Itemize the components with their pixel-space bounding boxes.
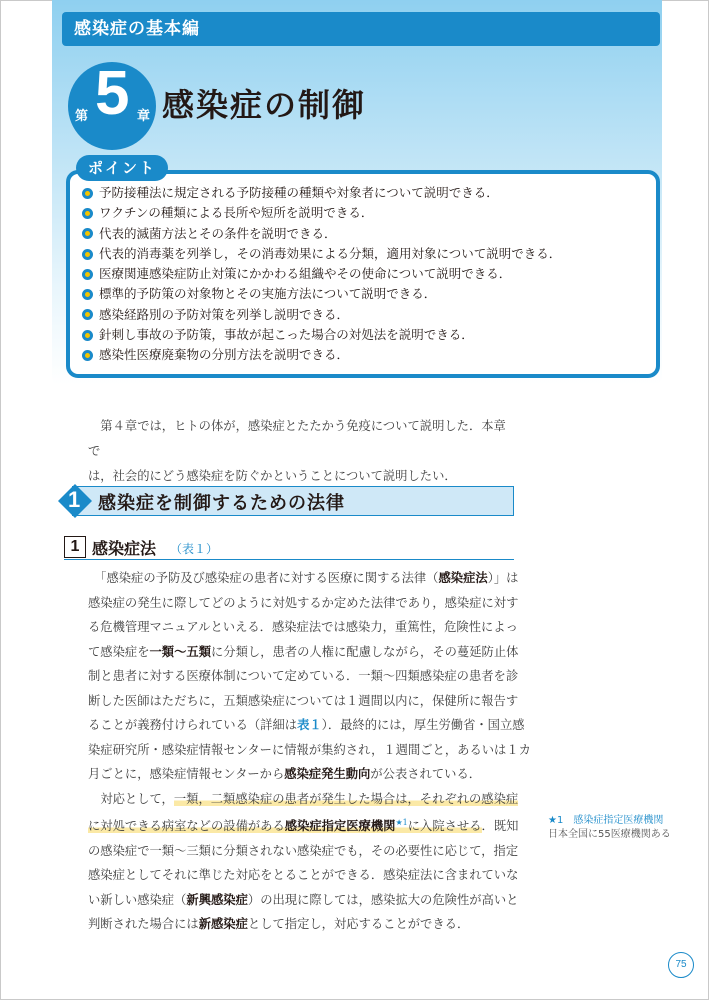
subsection-number: 1 (64, 536, 86, 558)
point-item (82, 284, 561, 304)
section-number: 1 (68, 487, 81, 512)
text-run: に入院させる (407, 819, 482, 834)
table-reference-link[interactable]: （表１） (170, 542, 219, 556)
bullet-icon (82, 208, 93, 219)
text-run: ）」は (487, 571, 519, 585)
bold-term: 新興感染症 (186, 892, 248, 907)
subsection-heading (64, 536, 514, 560)
bullet-icon (82, 350, 93, 361)
body-line: 感染症としてそれに準じた対応をとることができる．感染症法に含まれていな (88, 868, 519, 883)
body-line: 制と患者に対する医療体制について定めている．一類〜四類感染症の患者を診 (88, 669, 519, 683)
body-line: 断した医師はただちに，五類感染症については１週間以内に，保健所に報告す (88, 693, 519, 708)
text-run: 対応として， (100, 791, 174, 806)
point-item (82, 183, 561, 203)
text-run: として指定し，対応することができる． (247, 917, 470, 932)
text-run: 「感染症の予防及び感染症の患者に対する医療に関する法律（ (100, 571, 439, 585)
body-line (88, 713, 525, 738)
point-item (82, 244, 561, 264)
points-label: ポイント (76, 155, 168, 181)
point-text: 感染経路別の予防対策を列挙し説明できる． (99, 306, 350, 322)
point-text: 代表的滅菌方法とその条件を説明できる． (99, 225, 337, 241)
point-text: 予防接種法に規定される予防接種の種類や対象者について説明できる． (99, 185, 499, 200)
bullet-icon (82, 188, 93, 199)
body-line: 感染症の発生に際してどのように対処するか定めた法律であり，感染症に対す (88, 595, 519, 610)
body-line (88, 762, 516, 787)
side-note-heading: ★1 感染症指定医療機関 (548, 815, 664, 826)
chapter-suffix: 章 (137, 109, 151, 124)
body-line (88, 912, 516, 937)
body-line (88, 640, 519, 665)
table-reference-link[interactable]: 表１ (297, 718, 322, 732)
point-text: 針刺し事故の予防策，事故が起こった場合の対処法を説明できる． (99, 327, 474, 343)
text-run: ）の出現に際しては，感染拡大の危険性が高いと (247, 892, 519, 907)
highlighted-text (88, 819, 482, 833)
points-list (82, 183, 561, 366)
body-line (88, 566, 519, 591)
chapter-title: 感染症の制御 (162, 86, 367, 124)
chapter-number: 5 (95, 59, 130, 128)
body-line (88, 888, 519, 913)
point-item (82, 325, 561, 345)
point-text: 感染性医療廃棄物の分別方法を説明できる． (99, 347, 350, 363)
section-heading (58, 484, 514, 518)
bullet-icon (82, 330, 93, 341)
point-text: 医療関連感染症防止対策にかかわる組織やその使命について説明できる． (99, 266, 512, 282)
bullet-icon (82, 228, 93, 239)
point-text: 代表的消毒薬を列挙し，その消毒効果による分類，適用対象について説明できる． (99, 245, 562, 261)
intro-paragraph (88, 414, 516, 489)
section-tab: 感染症の基本編 (62, 12, 660, 46)
bold-term: 感染症法 (438, 571, 488, 585)
footnote-marker[interactable]: ★1 (395, 818, 408, 827)
subsection-title: 感染症法 (92, 539, 157, 558)
point-item (82, 203, 561, 223)
point-text: 標準的予防策の対象物とその実施方法について説明できる． (99, 286, 437, 302)
text-run: 判断された場合には (88, 917, 199, 932)
body-line (88, 811, 519, 839)
text-run: ることが義務付けられている（詳細は (88, 718, 298, 732)
side-note-text: 日本全国に55医療機関ある (548, 829, 671, 840)
bold-term: 感染症発生動向 (284, 767, 371, 781)
body-line (88, 787, 519, 812)
point-text: ワクチンの種類による長所や短所を説明できる． (99, 205, 374, 221)
chapter-prefix: 第 (75, 109, 89, 124)
bullet-icon (82, 289, 93, 300)
text-run: ）．最終的には，厚生労働省・国立感 (321, 718, 525, 732)
text-run: に分類し，患者の人権に配慮しながら，その蔓延防止体 (211, 644, 519, 659)
text-run: ．既知 (481, 819, 519, 834)
body-line: る危機管理マニュアルといえる．感染症法では感染力，重篤性，危険性によっ (88, 620, 518, 634)
bullet-icon (82, 249, 93, 260)
point-item (82, 305, 561, 325)
page-number: 75 (668, 952, 694, 978)
text-run: が公表されている． (370, 767, 482, 781)
body-text (88, 566, 531, 937)
bold-term: 感染症指定医療機関 (284, 819, 396, 834)
side-note (548, 814, 678, 842)
point-item (82, 345, 561, 365)
text-run: て感染症を (88, 644, 150, 659)
bold-term: 一類〜五類 (149, 644, 211, 659)
highlighted-text: 一類，二類感染症の患者が発生した場合は，それぞれの感染症 (173, 791, 519, 806)
body-line: 染症研究所・感染症情報センターに情報が集約され，１週間ごと，あるいは１カ (88, 742, 531, 757)
bullet-icon (82, 269, 93, 280)
body-line: の感染症で一類〜三類に分類されない感染症でも，その必要性に応じて，指定 (88, 843, 519, 858)
intro-line-1: 第４章では，ヒトの体が，感染症とたたかう免疫について説明した．本章で (88, 419, 506, 458)
point-item (82, 224, 561, 244)
text-run: い新しい感染症（ (88, 892, 187, 907)
bold-term: 新感染症 (198, 917, 248, 932)
bullet-icon (82, 309, 93, 320)
text-run: 月ごとに，感染症情報センターから (88, 767, 285, 781)
point-item (82, 264, 561, 284)
intro-line-2: は，社会的にどう感染症を防ぐかということについて説明したい． (88, 469, 457, 483)
text-run: に対処できる病室などの設備がある (88, 819, 285, 834)
section-title: 感染症を制御するための法律 (98, 493, 345, 514)
